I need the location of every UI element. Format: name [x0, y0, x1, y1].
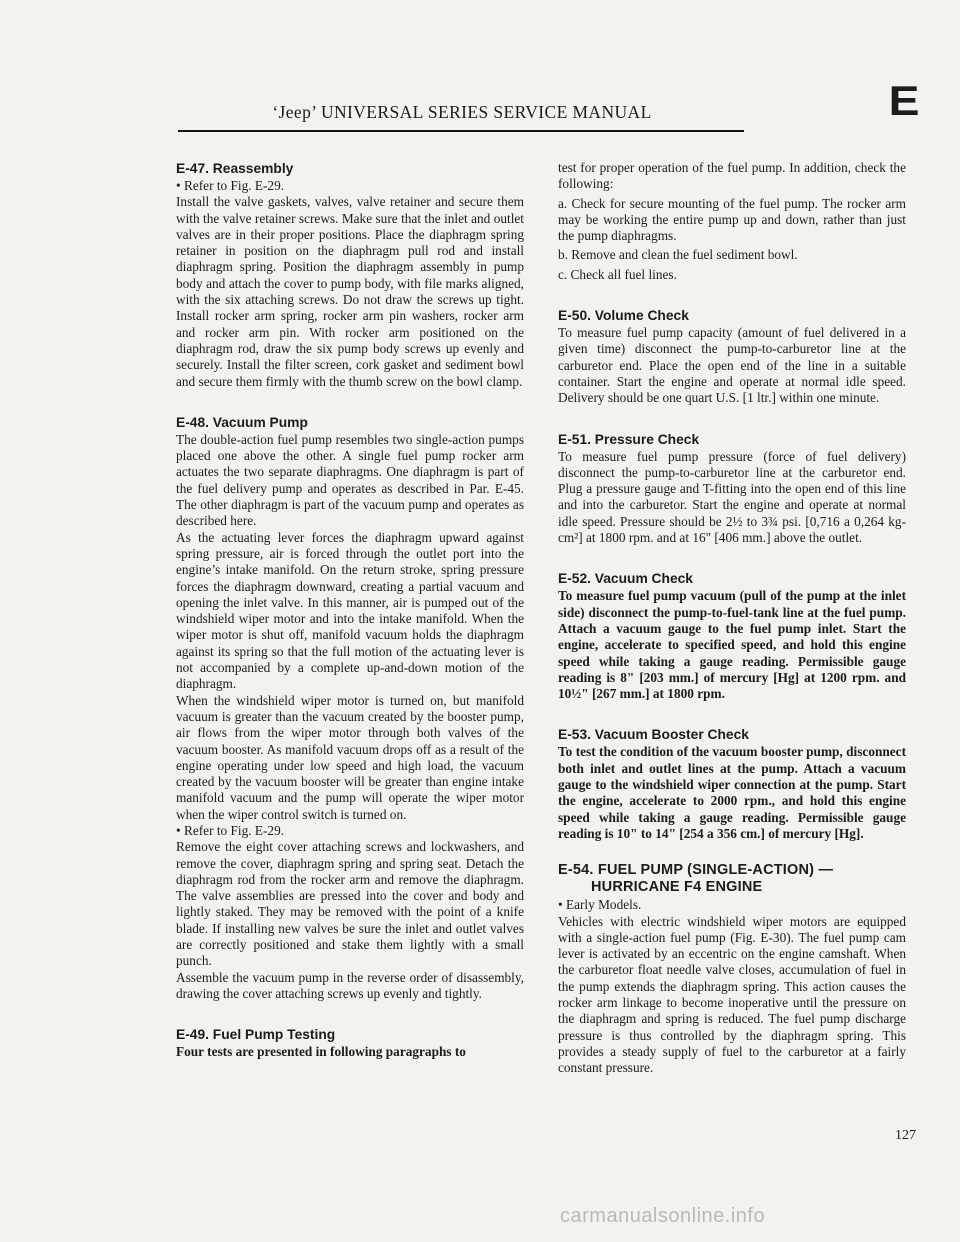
e52-body: To measure fuel pump vacuum (pull of the pump at the inlet side) disconnect the pump-to-fuel-tank line at the fuel pump. Attach a vacuum gauge to the fuel pump inlet. Start the engine, accelerate to specified speed, and hold this engine speed while taking a gauge reading. Permissible gauge reading is 8" [203 mm.] of mercury [Hg] at 1200 rpm. and 10½" [267 mm.] at 1800 rpm.: [558, 588, 906, 702]
heading-e54: [558, 862, 906, 896]
header-rule: [178, 130, 744, 132]
e49-continued: test for proper operation of the fuel pump. In addition, check the following:: [558, 160, 906, 192]
e49-check-a: a. Check for secure mounting of the fuel pump. The rocker arm may be working the entire pump up and down, rather than just the pump diaphragms.: [558, 195, 906, 244]
e54-note: • Early Models.: [558, 897, 642, 913]
heading-e48: E-48. Vacuum Pump: [176, 414, 308, 430]
e47-body: Install the valve gaskets, valves, valve retainer and secure them with the valve retainer screws. Make sure that the inlet and outlet valves are in their proper positions. Place the diaphragm spring retainer in position on the diaphragm pull rod and install diaphragm spring. Position the diaphragm assembly in pump body and attach the cover to pump body, with file marks aligned, with the six attaching screws. Do not draw the screws up tight. Install rocker arm spring, rocker arm pin washers, rocker arm and rocker arm pin. With rocker arm positioned on the diaphragm rod, draw the six pump body screws up evenly and securely. Install the filter screen, cork gasket and sediment bowl and secure them firmly with the thumb screw on the bowl clamp.: [176, 194, 524, 389]
e49-check-c: c. Check all fuel lines.: [558, 266, 677, 282]
e48-paragraph-3: When the windshield wiper motor is turned on, but manifold vacuum is greater than the vacuum created by the booster pump, air flows from the wiper motor through both valves of the vacuum booster. As manifold vacuum drops off as a result of the engine operating under low speed and high load, the vacuum created by the vacuum booster will be greater than engine intake manifold vacuum and the pump will operate the wiper motor when the wiper control switch is turned on.: [176, 692, 524, 822]
spacer: [176, 1002, 524, 1026]
e54-body: Vehicles with electric windshield wiper motors are equipped with a single-action fuel pump (Fig. E-30). The fuel pump cam lever is activated by an eccentric on the engine camshaft. When the carburetor float needle valve closes, accumulation of fuel in the pump extends the diaphragm spring. This action causes the rocker arm linkage to become inoperative until the pressure on the diaphragm and spring is reduced. The fuel pump discharge pressure is thus controlled by the diaphragm spring. This provides a steady supply of fuel to the carburetor at a fairly constant pressure.: [558, 913, 906, 1076]
e48-paragraph-4: Remove the eight cover attaching screws and lockwashers, and remove the cover, diaphragm spring and spring seat. Detach the diaphragm rod from the rocker arm and remove the diaphragm. The valve assemblies are pressed into the cover and body and lightly staked. They may be removed with the point of a knife blade. If installing new valves be sure the inlet and outlet valves are correctly positioned and stake them lightly with a small punch.: [176, 839, 524, 969]
heading-e50: E-50. Volume Check: [558, 308, 689, 324]
heading-e47: E-47. Reassembly: [176, 161, 294, 176]
heading-e54-line-1: E-54. FUEL PUMP (SINGLE-ACTION) —: [558, 862, 834, 879]
e50-body: To measure fuel pump capacity (amount of fuel delivered in a given time) disconnect the pump-to-carburetor line at the carburetor end. Place the open end of the line in a suitable container. Start the engine and operate at normal idle speed. Delivery should be one quart U.S. [1 ltr.] within one minute.: [558, 325, 906, 406]
spacer: [558, 702, 906, 726]
e48-paragraph-1: The double-action fuel pump resembles two single-action pumps placed one above the other. A single fuel pump rocker arm actuates the two separate diaphragms. One diaphragm is part of the fuel delivery pump and operates as described in Par. E-45. The other diaphragm is part of the vacuum pump and operates as described here.: [176, 431, 524, 529]
e47-figure-ref: • Refer to Fig. E-29.: [176, 178, 285, 193]
heading-e54-line-2: HURRICANE F4 ENGINE: [591, 879, 763, 896]
watermark: carmanualsonline.info: [560, 1205, 766, 1227]
spacer: [558, 546, 906, 570]
spacer: [558, 407, 906, 431]
heading-e49: E-49. Fuel Pump Testing: [176, 1027, 336, 1043]
e53-body: To test the condition of the vacuum booster pump, disconnect both inlet and outlet lines at the pump. Attach a vacuum gauge to the windshield wiper connection at the pump. Start the engine, accelerate to 2000 rpm., and hold this engine speed while taking a gauge reading. Permissible gauge reading is 10" to 14" [254 a 356 cm.] of mercury [Hg].: [558, 744, 906, 841]
section-letter: E: [888, 77, 920, 124]
manual-title: ‘Jeep’ UNIVERSAL SERIES SERVICE MANUAL: [272, 102, 652, 122]
left-column: [176, 160, 524, 1061]
e49-intro: Four tests are presented in following paragraphs to: [176, 1044, 466, 1060]
e51-body: To measure fuel pump pressure (force of fuel delivery) disconnect the pump-to-carburetor line at the carburetor end. Plug a pressure gauge and T-fitting into the open end of this line and into the carburetor. Start the engine and operate at normal idle speed. Pressure should be 2½ to 3¾ psi. [0,716 a 0,264 kg-cm²] at 1800 rpm. and at 16" [406 mm.] above the outlet.: [558, 448, 906, 546]
e48-figure-ref: • Refer to Fig. E-29.: [176, 822, 285, 838]
e48-paragraph-5: Assemble the vacuum pump in the reverse order of disassembly, drawing the cover attaching screws up evenly and tightly.: [176, 969, 524, 1001]
e49-check-b: b. Remove and clean the fuel sediment bowl.: [558, 247, 798, 263]
spacer: [558, 283, 906, 307]
heading-e53: E-53. Vacuum Booster Check: [558, 727, 749, 743]
heading-e52: E-52. Vacuum Check: [558, 571, 693, 587]
e48-paragraph-2: As the actuating lever forces the diaphragm upward against spring pressure, air is forced through the outlet port into the engine’s intake manifold. On the return stroke, spring pressure forces the diaphragm downward, creating a partial vacuum and opening the inlet valve. In this manner, air is pumped out of the windshield wiper motor and into the intake manifold. When the wiper motor is shut off, manifold vacuum holds the diaphragm against its spring so that the full motion of the actuating lever is not accompanied by a complete up-and-down motion of the diaphragm.: [176, 529, 524, 692]
right-column: [558, 160, 906, 1076]
spacer: [176, 390, 524, 414]
page-number: 127: [895, 1128, 916, 1143]
heading-e51: E-51. Pressure Check: [558, 431, 700, 447]
